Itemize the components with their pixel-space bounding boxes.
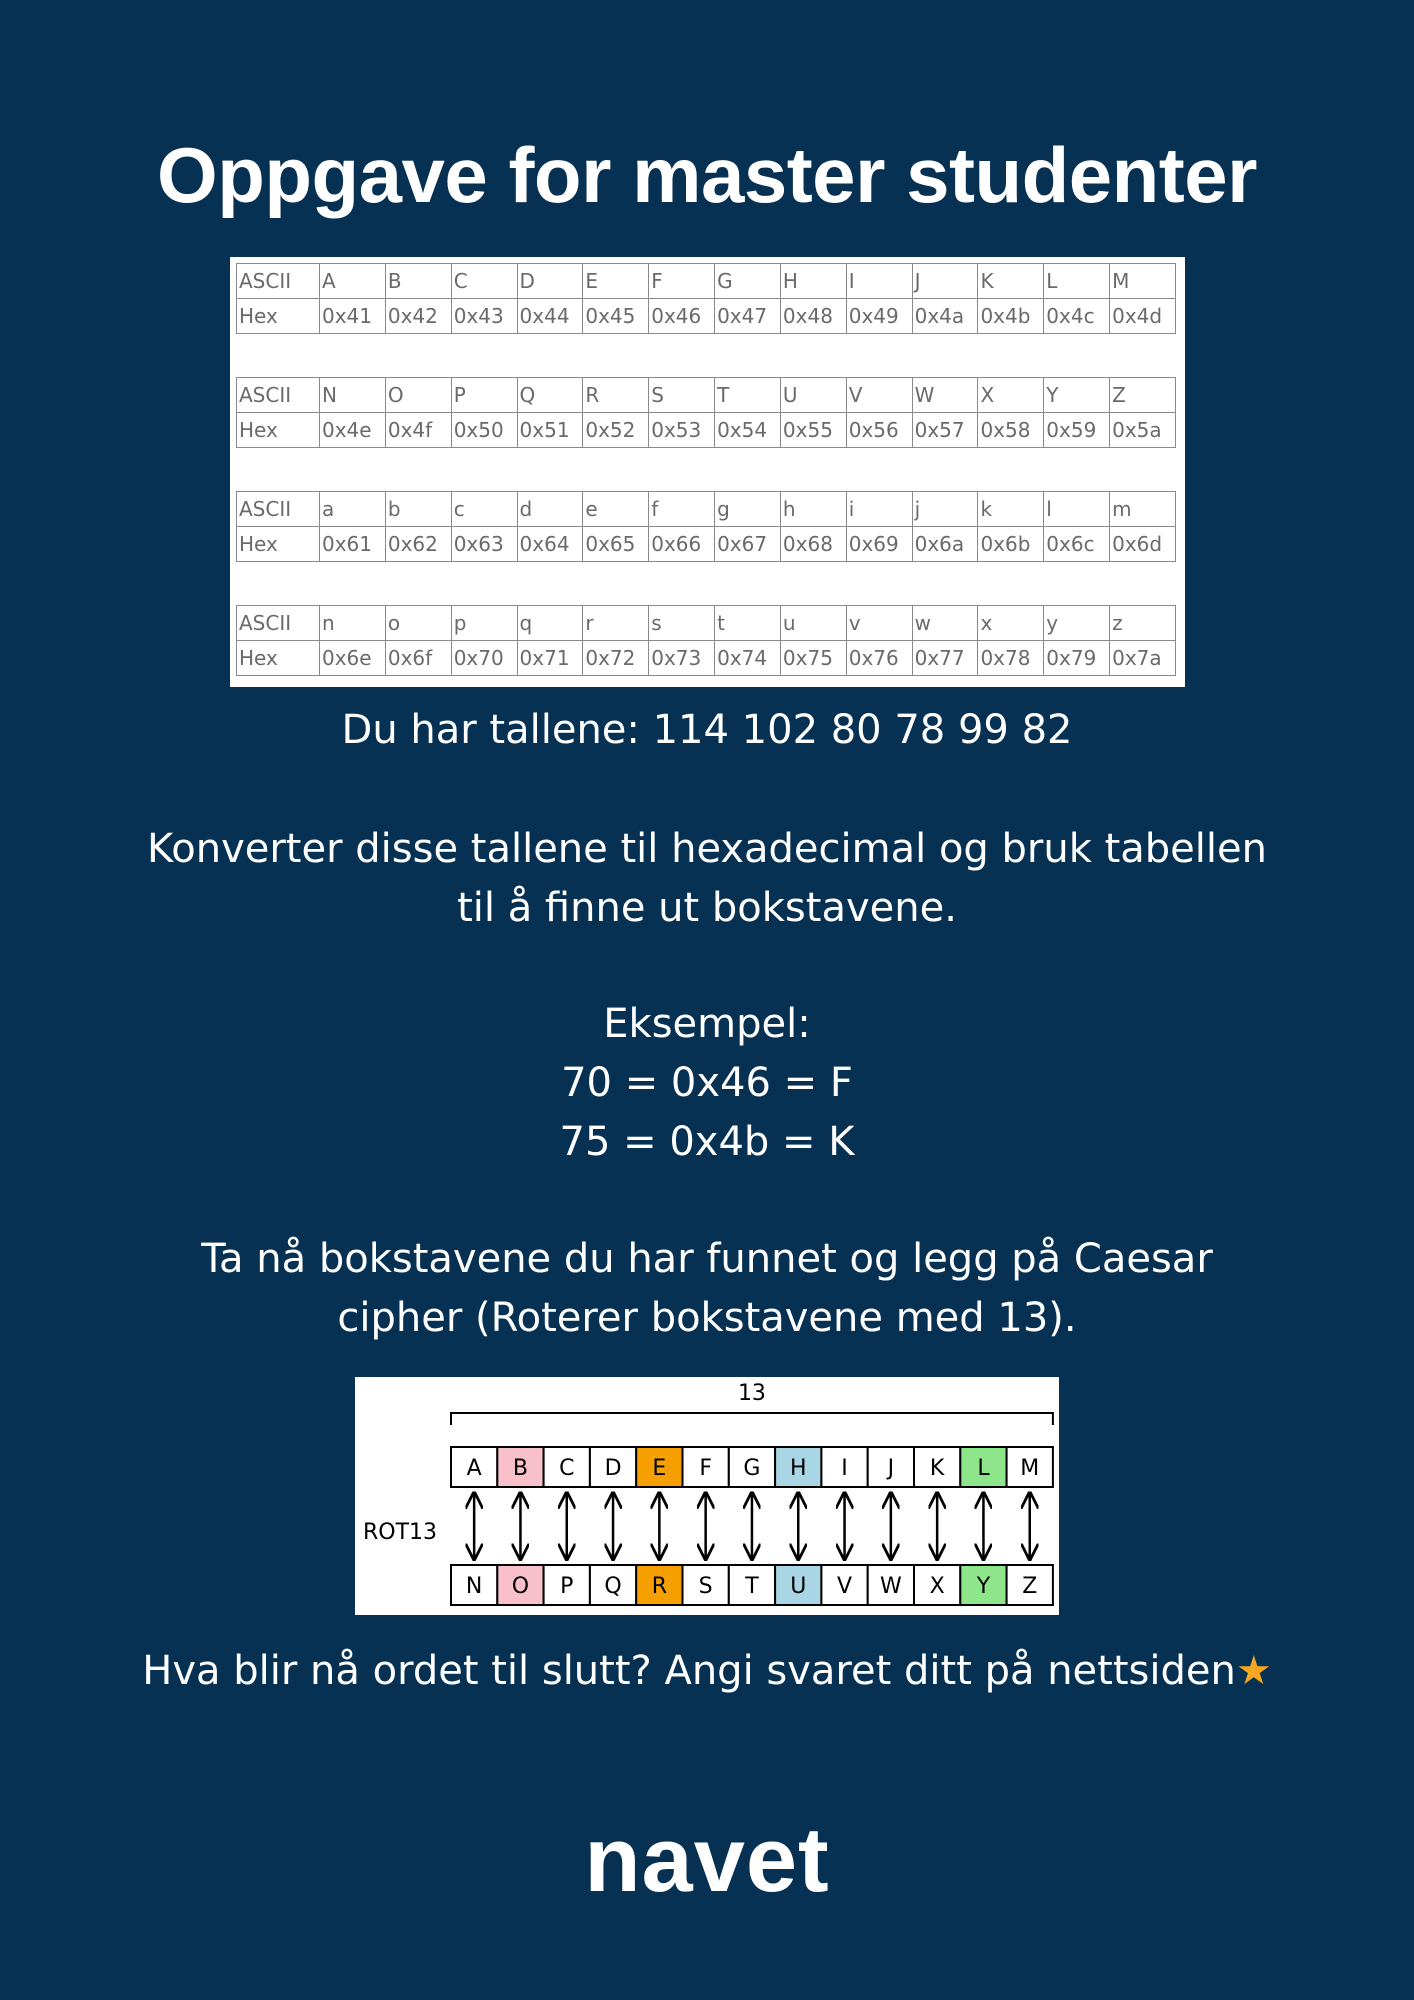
hex-value-cell: 0x79 [1044, 641, 1110, 676]
rot13-top-letter: L [977, 1456, 990, 1481]
rot13-top-letter: G [743, 1456, 761, 1481]
ascii-char-cell: g [715, 492, 781, 527]
ascii-char-cell: Z [1110, 378, 1176, 413]
ascii-char-cell: T [715, 378, 781, 413]
rot13-bottom-letter: N [465, 1574, 483, 1599]
hex-value-cell: 0x6b [978, 527, 1044, 562]
ascii-char-cell: Q [517, 378, 583, 413]
ascii-row [237, 378, 1176, 413]
ascii-row-label: ASCII [237, 492, 320, 527]
rot13-bottom-letter: P [560, 1574, 574, 1599]
ascii-char-cell: y [1044, 606, 1110, 641]
hex-value-cell: 0x66 [649, 527, 715, 562]
hex-value-cell: 0x72 [583, 641, 649, 676]
rot13-top-letter: I [841, 1456, 848, 1481]
ascii-row [237, 492, 1176, 527]
ascii-row [237, 264, 1176, 299]
ascii-char-cell: A [320, 264, 386, 299]
hex-value-cell: 0x42 [385, 299, 451, 334]
ascii-hex-table-panel [230, 257, 1185, 687]
ascii-char-cell: p [451, 606, 517, 641]
ascii-table-2 [236, 377, 1176, 448]
hex-value-cell: 0x69 [846, 527, 912, 562]
ascii-char-cell: k [978, 492, 1044, 527]
rot13-top-letter: M [1020, 1456, 1040, 1481]
instruction-line-2: til å finne ut bokstavene. [457, 885, 957, 931]
hex-value-cell: 0x52 [583, 413, 649, 448]
rot13-bottom-letter: S [698, 1574, 713, 1599]
hex-value-cell: 0x73 [649, 641, 715, 676]
rot13-diagram [355, 1377, 1059, 1615]
hex-value-cell: 0x58 [978, 413, 1044, 448]
ascii-char-cell: C [451, 264, 517, 299]
hex-value-cell: 0x56 [846, 413, 912, 448]
ascii-char-cell: O [385, 378, 451, 413]
hex-value-cell: 0x4b [978, 299, 1044, 334]
hex-row [237, 299, 1176, 334]
navet-logo: navet [584, 1809, 830, 1911]
hex-value-cell: 0x61 [320, 527, 386, 562]
ascii-char-cell: K [978, 264, 1044, 299]
hex-value-cell: 0x6e [320, 641, 386, 676]
ascii-char-cell: X [978, 378, 1044, 413]
hex-value-cell: 0x76 [846, 641, 912, 676]
hex-value-cell: 0x4a [912, 299, 978, 334]
hex-row [237, 641, 1176, 676]
rot13-bottom-letter: Z [1022, 1574, 1038, 1599]
ascii-char-cell: G [715, 264, 781, 299]
rot13-top-letter: D [604, 1456, 622, 1481]
example-block [60, 995, 1354, 1172]
ascii-row-label: ASCII [237, 264, 320, 299]
rot13-top-letter: K [929, 1456, 945, 1481]
ascii-char-cell: W [912, 378, 978, 413]
ascii-char-cell: L [1044, 264, 1110, 299]
rot13-top-letter: H [789, 1456, 807, 1481]
ascii-char-cell: i [846, 492, 912, 527]
hex-value-cell: 0x55 [780, 413, 846, 448]
ascii-char-cell: d [517, 492, 583, 527]
ascii-char-cell: q [517, 606, 583, 641]
ascii-char-cell: t [715, 606, 781, 641]
ascii-char-cell: n [320, 606, 386, 641]
hex-value-cell: 0x6c [1044, 527, 1110, 562]
rot13-bottom-letter: Q [604, 1574, 622, 1599]
ascii-row-label: ASCII [237, 378, 320, 413]
hex-row-label: Hex [237, 413, 320, 448]
hex-value-cell: 0x62 [385, 527, 451, 562]
rot13-bottom-letter: T [745, 1574, 759, 1599]
hex-value-cell: 0x59 [1044, 413, 1110, 448]
ascii-char-cell: H [780, 264, 846, 299]
rot13-top-letter: E [652, 1456, 667, 1481]
rot13-label: ROT13 [363, 1520, 438, 1545]
ascii-char-cell: E [583, 264, 649, 299]
hex-value-cell: 0x54 [715, 413, 781, 448]
ascii-char-cell: e [583, 492, 649, 527]
rot13-top-letter: J [887, 1456, 895, 1481]
ascii-char-cell: D [517, 264, 583, 299]
hex-value-cell: 0x6d [1110, 527, 1176, 562]
hex-value-cell: 0x5a [1110, 413, 1176, 448]
ascii-char-cell: b [385, 492, 451, 527]
caesar-line-2: cipher (Roterer bokstavene med 13). [337, 1295, 1077, 1341]
hex-value-cell: 0x4d [1110, 299, 1176, 334]
hex-value-cell: 0x57 [912, 413, 978, 448]
rot13-bottom-letter: X [929, 1574, 945, 1599]
ascii-char-cell: x [978, 606, 1044, 641]
ascii-char-cell: J [912, 264, 978, 299]
hex-value-cell: 0x77 [912, 641, 978, 676]
example-line-2: 75 = 0x4b = K [559, 1119, 855, 1165]
ascii-char-cell: B [385, 264, 451, 299]
hex-value-cell: 0x51 [517, 413, 583, 448]
ascii-char-cell: z [1110, 606, 1176, 641]
hex-row [237, 413, 1176, 448]
hex-value-cell: 0x64 [517, 527, 583, 562]
hex-value-cell: 0x48 [780, 299, 846, 334]
hex-value-cell: 0x68 [780, 527, 846, 562]
ascii-row-label: ASCII [237, 606, 320, 641]
final-question-line [60, 1642, 1354, 1701]
rot13-top-letter: C [559, 1456, 575, 1481]
instruction-text [60, 820, 1354, 938]
hex-value-cell: 0x44 [517, 299, 583, 334]
example-heading: Eksempel: [603, 1001, 811, 1047]
hex-value-cell: 0x53 [649, 413, 715, 448]
hex-row-label: Hex [237, 641, 320, 676]
hex-value-cell: 0x78 [978, 641, 1044, 676]
caesar-line-1: Ta nå bokstavene du har funnet og legg på Caesar [201, 1236, 1213, 1282]
hex-value-cell: 0x70 [451, 641, 517, 676]
hex-value-cell: 0x4e [320, 413, 386, 448]
ascii-table-4 [236, 605, 1176, 676]
hex-row [237, 527, 1176, 562]
instruction-line-1: Konverter disse tallene til hexadecimal og bruk tabellen [147, 826, 1267, 872]
ascii-char-cell: m [1110, 492, 1176, 527]
ascii-char-cell: R [583, 378, 649, 413]
hex-value-cell: 0x4c [1044, 299, 1110, 334]
hex-value-cell: 0x7a [1110, 641, 1176, 676]
hex-value-cell: 0x49 [846, 299, 912, 334]
rot13-top-letter: A [466, 1456, 482, 1481]
hex-value-cell: 0x6a [912, 527, 978, 562]
caesar-instruction [60, 1230, 1354, 1348]
ascii-char-cell: P [451, 378, 517, 413]
hex-value-cell: 0x65 [583, 527, 649, 562]
ascii-char-cell: U [780, 378, 846, 413]
ascii-char-cell: a [320, 492, 386, 527]
rot13-svg [355, 1377, 1059, 1615]
ascii-char-cell: S [649, 378, 715, 413]
ascii-char-cell: M [1110, 264, 1176, 299]
ascii-char-cell: j [912, 492, 978, 527]
ascii-row [237, 606, 1176, 641]
page-title: Oppgave for master studenter [157, 131, 1257, 219]
final-question: Hva blir nå ordet til slutt? Angi svaret ditt på nettsiden [142, 1648, 1236, 1694]
rot13-bottom-letter: O [511, 1574, 530, 1599]
rot13-top-letter: B [512, 1456, 528, 1481]
hex-value-cell: 0x67 [715, 527, 781, 562]
rot13-bottom-letter: W [879, 1574, 902, 1599]
hex-row-label: Hex [237, 527, 320, 562]
ascii-char-cell: u [780, 606, 846, 641]
rot13-bottom-letter: R [651, 1574, 667, 1599]
hex-value-cell: 0x71 [517, 641, 583, 676]
ascii-char-cell: c [451, 492, 517, 527]
hex-value-cell: 0x41 [320, 299, 386, 334]
rot13-bottom-letter: U [790, 1574, 807, 1599]
ascii-char-cell: Y [1044, 378, 1110, 413]
shift-bracket [451, 1413, 1053, 1425]
ascii-char-cell: N [320, 378, 386, 413]
ascii-char-cell: F [649, 264, 715, 299]
ascii-table-3 [236, 491, 1176, 562]
example-line-1: 70 = 0x46 = F [561, 1060, 853, 1106]
rot13-top-letter: F [699, 1456, 712, 1481]
hex-value-cell: 0x74 [715, 641, 781, 676]
ascii-table-1 [236, 263, 1176, 334]
hex-value-cell: 0x63 [451, 527, 517, 562]
ascii-char-cell: h [780, 492, 846, 527]
numbers-line: Du har tallene: 114 102 80 78 99 82 [341, 707, 1073, 753]
ascii-char-cell: v [846, 606, 912, 641]
shift-label: 13 [737, 1381, 766, 1406]
hex-value-cell: 0x6f [385, 641, 451, 676]
ascii-char-cell: s [649, 606, 715, 641]
hex-row-label: Hex [237, 299, 320, 334]
hex-value-cell: 0x50 [451, 413, 517, 448]
ascii-char-cell: o [385, 606, 451, 641]
ascii-char-cell: V [846, 378, 912, 413]
hex-value-cell: 0x46 [649, 299, 715, 334]
star-icon: ★ [1235, 1648, 1272, 1694]
ascii-char-cell: f [649, 492, 715, 527]
ascii-char-cell: r [583, 606, 649, 641]
ascii-char-cell: I [846, 264, 912, 299]
ascii-char-cell: w [912, 606, 978, 641]
hex-value-cell: 0x75 [780, 641, 846, 676]
rot13-bottom-letter: Y [976, 1574, 991, 1599]
ascii-char-cell: l [1044, 492, 1110, 527]
hex-value-cell: 0x43 [451, 299, 517, 334]
hex-value-cell: 0x4f [385, 413, 451, 448]
rot13-bottom-letter: V [837, 1574, 853, 1599]
hex-value-cell: 0x45 [583, 299, 649, 334]
hex-value-cell: 0x47 [715, 299, 781, 334]
